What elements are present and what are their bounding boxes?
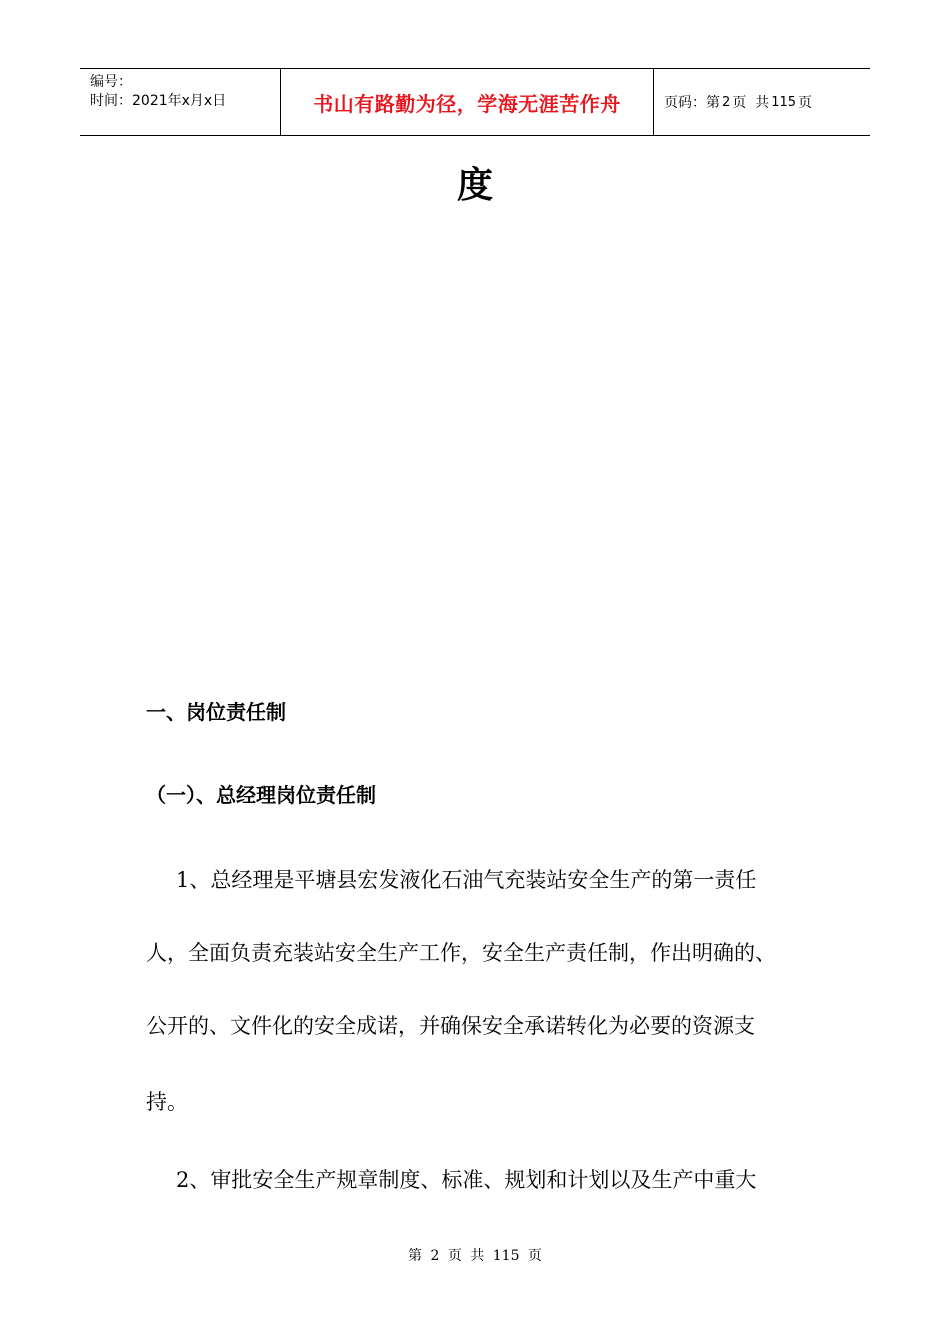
paragraph-line: 公开的、文件化的安全成诺，并确保安全承诺转化为必要的资源支	[146, 1014, 755, 1038]
page-footer: 第 2 页 共 115 页	[408, 1248, 542, 1264]
header-page-number	[654, 69, 870, 135]
paragraph-line: 2、审批安全生产规章制度、标准、规划和计划以及生产中重大	[176, 1168, 757, 1192]
page-prefix: 页码：第	[664, 95, 720, 111]
document-title: 度	[456, 164, 493, 206]
page-mid: 页 共	[732, 95, 770, 111]
page-header	[80, 68, 870, 136]
paragraph-line: 人，全面负责充装站安全生产工作，安全生产责任制，作出明确的、	[146, 941, 776, 965]
time-label: 时间：2021年x月x日	[90, 93, 227, 109]
page-num: 2	[722, 94, 731, 110]
section-heading: 一、岗位责任制	[146, 700, 286, 724]
header-meta-cell	[80, 69, 281, 135]
paragraph-line: 持。	[146, 1090, 188, 1114]
subsection-heading: （一）、总经理岗位责任制	[146, 783, 376, 807]
page-suffix: 页	[798, 95, 813, 111]
page-total: 115	[771, 94, 797, 110]
header-motto: 书山有路勤为径，学海无涯苦作舟	[281, 69, 654, 135]
serial-label: 编号：	[90, 74, 132, 90]
paragraph-line: 1、总经理是平塘县宏发液化石油气充装站安全生产的第一责任	[176, 868, 757, 892]
